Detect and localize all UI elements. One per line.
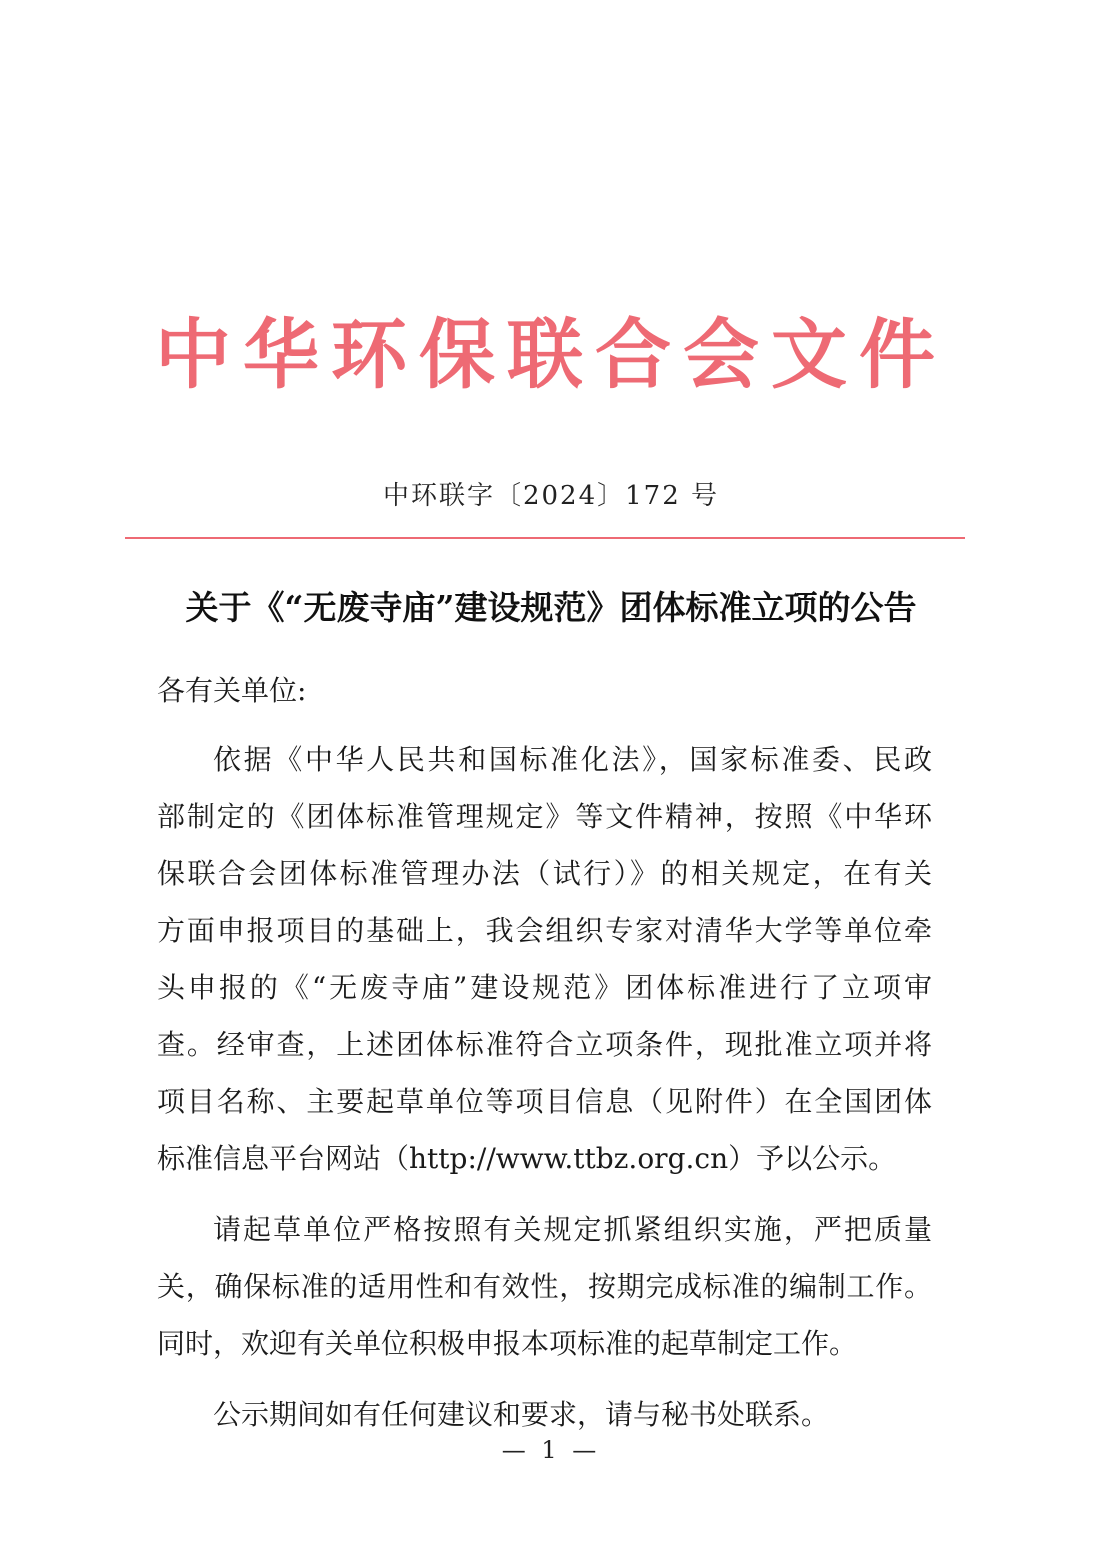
notice-body — [157, 662, 932, 1457]
page-number: — 1 — — [501, 1436, 601, 1464]
notice-title: 关于《“无废寺庙”建设规范》团体标准立项的公告 — [185, 588, 917, 627]
paragraph-line: 公示期间如有任何建议和要求，请与秘书处联系。 — [213, 1398, 830, 1431]
paragraph-line: 依据《中华人民共和国标准化法》，国家标准委、民政 — [213, 743, 932, 776]
paragraph-2 — [157, 1201, 932, 1372]
paragraph-line: 头申报的《“无废寺庙”建设规范》团体标准进行了立项审 — [157, 971, 932, 1004]
red-divider-line — [125, 537, 965, 539]
paragraph-line: 请起草单位严格按照有关规定抓紧组织实施，严把质量 — [213, 1213, 932, 1246]
paragraph-line: 关，确保标准的适用性和有效性，按期完成标准的编制工作。 — [157, 1270, 932, 1303]
org-file-title: 中华环保联合会文件 — [155, 310, 947, 399]
paragraph-line: 项目名称、主要起草单位等项目信息（见附件）在全国团体 — [157, 1085, 932, 1118]
paragraph-line: 查。经审查，上述团体标准符合立项条件，现批准立项并将 — [157, 1028, 932, 1061]
paragraph-line: 同时，欢迎有关单位积极申报本项标准的起草制定工作。 — [157, 1327, 858, 1360]
paragraph-line: 标准信息平台网站（http://www.ttbz.org.cn）予以公示。 — [157, 1142, 897, 1175]
document-number: 中环联字〔2024〕172 号 — [382, 481, 720, 511]
paragraph-1 — [157, 731, 932, 1187]
salutation: 各有关单位: — [157, 674, 307, 707]
paragraph-line: 方面申报项目的基础上，我会组织专家对清华大学等单位牵 — [157, 914, 932, 947]
paragraph-line: 部制定的《团体标准管理规定》等文件精神，按照《中华环 — [157, 800, 932, 833]
paragraph-line: 保联合会团体标准管理办法（试行）》的相关规定，在有关 — [157, 857, 932, 890]
